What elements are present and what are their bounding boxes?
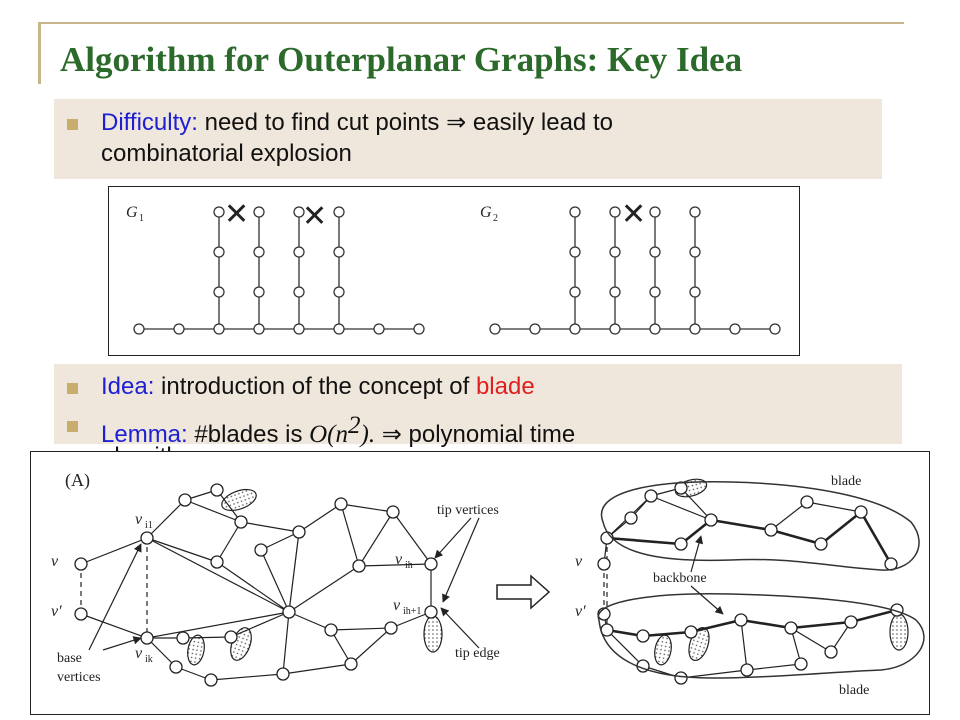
graph-edge xyxy=(331,628,391,630)
graph-vertex xyxy=(353,560,365,572)
dotted-lobe xyxy=(890,614,908,650)
graph-vertex xyxy=(650,247,660,257)
graph-label-sub: 1 xyxy=(139,213,144,224)
bullet-label: Difficulty: xyxy=(101,109,198,136)
graph-vertex xyxy=(650,324,660,334)
slide-title: Algorithm for Outerplanar Graphs: Key Idea xyxy=(60,40,743,79)
graph-vertex xyxy=(334,247,344,257)
graph-vertex xyxy=(598,608,610,620)
vertex-label: v xyxy=(135,511,143,528)
graph-vertex xyxy=(735,614,747,626)
bullet-panel-bottom xyxy=(54,364,902,448)
graph-edge xyxy=(741,620,791,628)
graph-label-g: G xyxy=(480,204,492,221)
graph-vertex xyxy=(211,484,223,496)
graph-edge xyxy=(861,512,891,564)
graph-vertex xyxy=(690,324,700,334)
graph-vertex xyxy=(374,324,384,334)
graph-vertex xyxy=(254,207,264,217)
graph-vertex xyxy=(141,532,153,544)
graph-vertex xyxy=(490,324,500,334)
graph-vertex xyxy=(570,207,580,217)
graph-vertex xyxy=(225,631,237,643)
decorative-vertical-line xyxy=(38,22,41,84)
cut-mark-icon: ✕ xyxy=(621,197,647,232)
vertex-label-sub: i1 xyxy=(145,520,153,531)
bullet-text: need to find cut points ⇒ easily lead to xyxy=(197,109,613,136)
graph-vertex xyxy=(610,247,620,257)
bullet-label: Idea: xyxy=(101,373,155,400)
graph-vertex xyxy=(277,668,289,680)
graph-vertex xyxy=(211,556,223,568)
graph-edge xyxy=(771,502,807,530)
annotation-blade: blade xyxy=(831,474,862,489)
graph-vertex xyxy=(801,496,813,508)
graph-vertex xyxy=(134,324,144,334)
graph-edge xyxy=(807,502,861,512)
graph-vertex xyxy=(294,287,304,297)
graph-edge xyxy=(183,637,231,638)
graph-edge xyxy=(147,538,217,562)
cut-mark-icon: ✕ xyxy=(302,199,328,234)
dotted-lobe xyxy=(424,616,442,652)
bullet-difficulty xyxy=(101,108,613,138)
graph-vertex xyxy=(625,512,637,524)
graph-edge xyxy=(147,612,289,638)
graph-edge xyxy=(289,566,359,612)
graph-vertex xyxy=(387,506,399,518)
graph-vertex xyxy=(214,287,224,297)
annotation-arrow xyxy=(89,544,141,650)
graph-edge xyxy=(741,620,747,670)
graph-vertex xyxy=(675,538,687,550)
cut-point-figure xyxy=(108,186,800,356)
graph-edge xyxy=(283,664,351,674)
graph-vertex xyxy=(598,558,610,570)
graph-edge xyxy=(747,664,801,670)
graph-vertex xyxy=(690,247,700,257)
vertex-label-sub: ih+1 xyxy=(403,606,422,617)
graph-vertex xyxy=(425,558,437,570)
graph-edge xyxy=(299,504,341,532)
vertex-label: v′ xyxy=(51,603,62,620)
annotation-arrow xyxy=(435,518,471,558)
annotation-blade: blade xyxy=(839,683,870,698)
bullet-label: Lemma: xyxy=(101,421,188,448)
decorative-horizontal-line xyxy=(38,22,904,24)
bullet-marker xyxy=(67,119,78,130)
graph-edge xyxy=(341,504,393,512)
graph-vertex xyxy=(214,207,224,217)
vertex-label-sub: ik xyxy=(145,654,153,665)
graph-edge xyxy=(691,620,741,632)
bullet-tail: ⇒ polynomial time xyxy=(375,421,576,448)
bullet-text: #blades is xyxy=(187,421,310,448)
vertex-label: v xyxy=(51,553,59,570)
graph-vertex xyxy=(170,661,182,673)
graph-vertex xyxy=(637,630,649,642)
graph-vertex xyxy=(254,247,264,257)
graph-vertex xyxy=(650,287,660,297)
graph-edge xyxy=(289,532,299,612)
graph-vertex xyxy=(785,622,797,634)
graph-vertex xyxy=(730,324,740,334)
blade-decomposition-diagram xyxy=(31,452,929,714)
graph-edge xyxy=(147,500,185,538)
graph-vertex xyxy=(283,606,295,618)
graph-vertex xyxy=(255,544,267,556)
vertex-label: v xyxy=(393,597,401,614)
annotation-arrow xyxy=(443,518,479,602)
graph-edge xyxy=(851,610,897,622)
graph-vertex xyxy=(795,658,807,670)
graph-label-sub: 2 xyxy=(493,213,498,224)
graph-vertex xyxy=(254,324,264,334)
graph-vertex xyxy=(690,287,700,297)
annotation-arrow xyxy=(441,608,479,648)
graph-vertex xyxy=(334,287,344,297)
graph-vertex xyxy=(845,616,857,628)
graph-vertex xyxy=(254,287,264,297)
graph-edge xyxy=(771,530,821,544)
cut-mark-icon: ✕ xyxy=(224,197,250,232)
bullet-difficulty-line2: combinatorial explosion xyxy=(101,140,352,167)
annotation-arrow xyxy=(691,586,723,614)
bullet-idea xyxy=(101,372,535,402)
bullet-marker xyxy=(67,383,78,394)
graph-vertex xyxy=(770,324,780,334)
graph-edge xyxy=(81,614,147,638)
graph-vertex xyxy=(294,324,304,334)
math-exponent: 2 xyxy=(348,412,361,439)
annotation-base: base xyxy=(57,651,82,666)
graph-vertex xyxy=(214,247,224,257)
graph-edge xyxy=(651,496,711,520)
graph-edge xyxy=(341,504,359,566)
graph-label-g: G xyxy=(126,204,138,221)
graph-edge xyxy=(289,612,331,630)
annotation-vertices: vertices xyxy=(57,670,101,685)
graph-vertex xyxy=(293,526,305,538)
graph-edge xyxy=(217,522,241,562)
graph-vertex xyxy=(141,632,153,644)
graph-vertex xyxy=(650,207,660,217)
graph-edge xyxy=(211,674,283,680)
graph-edge xyxy=(791,622,851,628)
graph-vertex xyxy=(75,608,87,620)
graph-vertex xyxy=(610,207,620,217)
graph-edge xyxy=(283,612,289,674)
cut-point-graphs xyxy=(109,187,799,355)
graph-vertex xyxy=(570,287,580,297)
blade-figure xyxy=(30,451,930,715)
graph-vertex xyxy=(765,524,777,536)
graph-vertex xyxy=(675,482,687,494)
bullet-text: introduction of the concept of xyxy=(154,373,476,400)
graph-edge xyxy=(147,538,289,612)
graph-vertex xyxy=(385,622,397,634)
highlight-blade: blade xyxy=(475,373,535,400)
graph-vertex xyxy=(335,498,347,510)
graph-vertex xyxy=(645,490,657,502)
vertex-label: v′ xyxy=(575,603,586,620)
vertex-label-sub: ih xyxy=(405,560,413,571)
vertex-label: v xyxy=(395,551,403,568)
graph-vertex xyxy=(425,606,437,618)
annotation-arrow xyxy=(691,536,701,572)
graph-vertex xyxy=(685,626,697,638)
graph-edge xyxy=(821,512,861,544)
transform-arrow-icon xyxy=(497,576,549,608)
graph-vertex xyxy=(294,247,304,257)
graph-vertex xyxy=(334,207,344,217)
graph-vertex xyxy=(690,207,700,217)
annotation-tip-edge: tip edge xyxy=(455,646,500,661)
graph-vertex xyxy=(334,324,344,334)
graph-vertex xyxy=(214,324,224,334)
annotation-tip-vertices: tip vertices xyxy=(437,503,499,518)
graph-vertex xyxy=(570,247,580,257)
bullet-panel-top xyxy=(54,99,882,179)
math-close: ). xyxy=(360,421,376,448)
vertex-label: v xyxy=(135,645,143,662)
graph-vertex xyxy=(610,324,620,334)
dotted-lobe xyxy=(653,634,674,666)
graph-vertex xyxy=(610,287,620,297)
graph-vertex xyxy=(325,624,337,636)
graph-vertex xyxy=(345,658,357,670)
bullet-marker xyxy=(67,421,78,432)
math-complexity: O(n xyxy=(309,421,348,448)
graph-vertex xyxy=(741,664,753,676)
graph-edge xyxy=(231,612,289,637)
graph-vertex xyxy=(675,672,687,684)
graph-vertex xyxy=(855,506,867,518)
graph-vertex xyxy=(75,558,87,570)
graph-vertex xyxy=(414,324,424,334)
graph-edge xyxy=(241,522,299,532)
graph-edge xyxy=(711,520,771,530)
graph-vertex xyxy=(235,516,247,528)
graph-vertex xyxy=(177,632,189,644)
graph-vertex xyxy=(815,538,827,550)
vertex-label: v xyxy=(575,553,583,570)
graph-vertex xyxy=(570,324,580,334)
graph-edge xyxy=(351,628,391,664)
annotation-backbone: backbone xyxy=(653,571,707,586)
panel-label: (A) xyxy=(65,470,90,490)
graph-vertex xyxy=(530,324,540,334)
graph-vertex xyxy=(179,494,191,506)
graph-vertex xyxy=(174,324,184,334)
graph-edge xyxy=(359,512,393,566)
graph-vertex xyxy=(205,674,217,686)
graph-vertex xyxy=(705,514,717,526)
graph-vertex xyxy=(825,646,837,658)
